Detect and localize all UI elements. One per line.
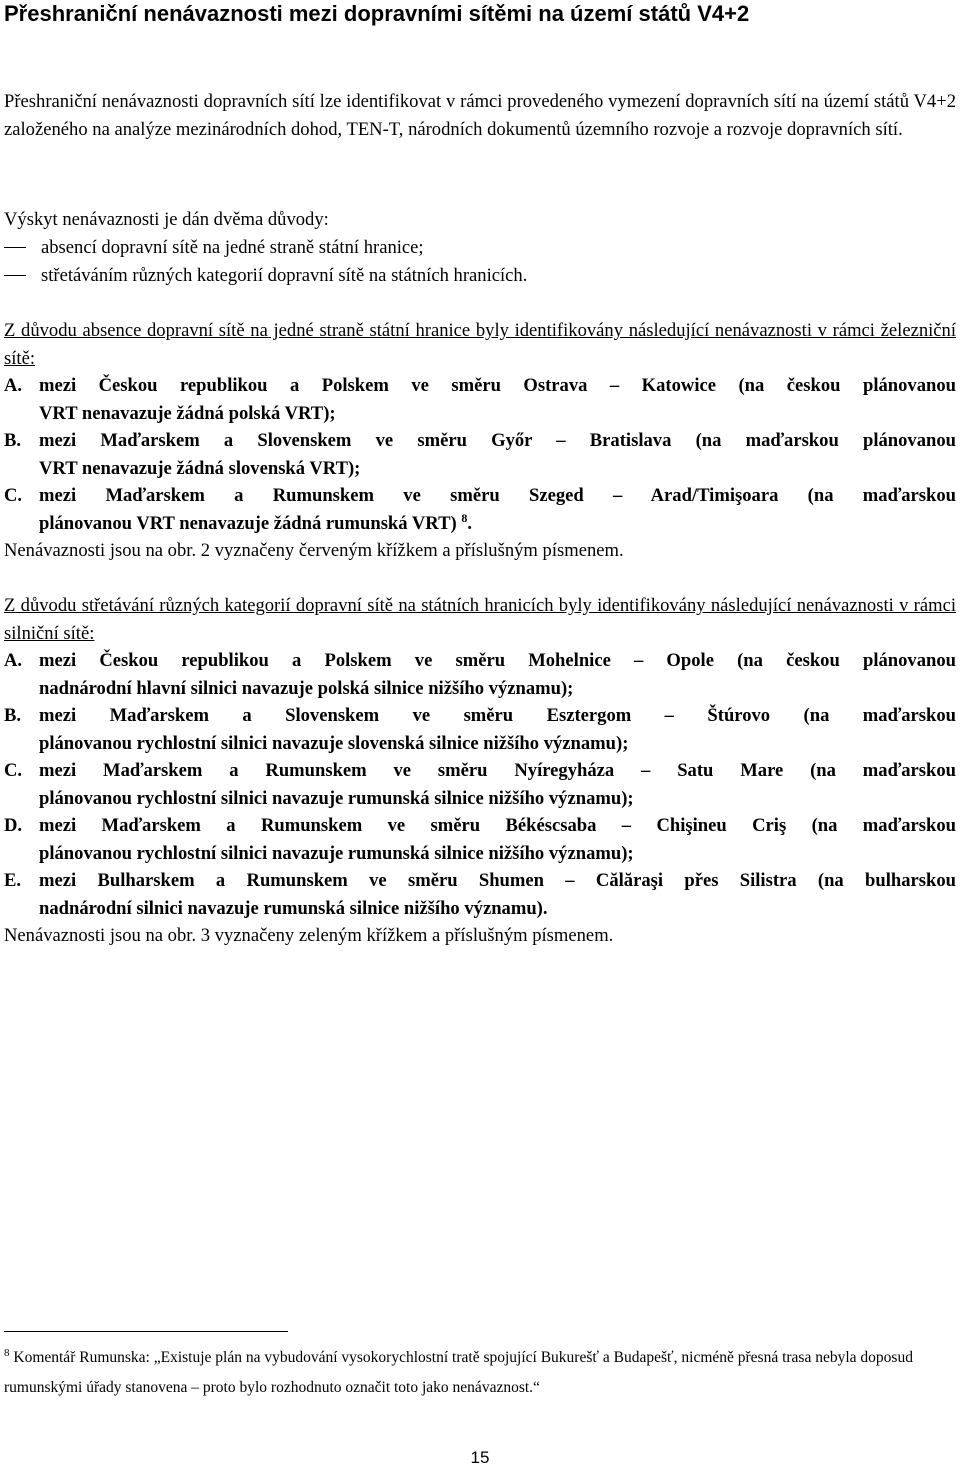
rail-note: Nenávaznosti jsou na obr. 2 vyznačeny červeným křížkem a příslušným písmenem. [4,540,624,561]
footnote-divider [4,1331,288,1332]
page-title: Přeshraniční nenávaznosti mezi dopravními sítěmi na území států V4+2 [4,1,750,26]
dash-bullet-icon [4,275,26,276]
intro-paragraph: Přeshraniční nenávaznosti dopravních sítí lze identifikovat v rámci provedeného vymezení dopravních sítí na území států V4+2 založeného na analýze mezinárodních dohod, TEN-T, národních dokumentů územního rozvoje a rozvoje dopravních sítí. [4,91,956,140]
footnote-ref[interactable]: 8 [461,510,468,525]
road-heading: Z důvodu střetávání různých kategorií dopravní sítě na státních hranicích byly identifikovány následující nenávaznosti v rámci silniční sítě: [4,595,956,644]
footnote-number: 8 [4,1346,10,1359]
footnote [4,1343,956,1403]
dash-bullet-icon [4,247,26,248]
rail-heading: Z důvodu absence dopravní sítě na jedné straně státní hranice byly identifikovány následující nenávaznosti v rámci železniční sítě: [4,320,956,369]
page-number: 15 [470,1448,490,1467]
reasons-intro: Výskyt nenávaznosti je dán dvěma důvody: [4,209,329,230]
road-note: Nenávaznosti jsou na obr. 3 vyznačeny zeleným křížkem a příslušným písmenem. [4,925,614,946]
footnote-text: Komentář Rumunska: „Existuje plán na vybudování vysokorychlostní tratě spojující Bukurešť a Budapešť, nicméně přesná trasa nebyla doposud rumunskými úřady stanovena – proto bylo rozhodnuto označit toto jako nenávaznost.“ [4,1349,913,1396]
